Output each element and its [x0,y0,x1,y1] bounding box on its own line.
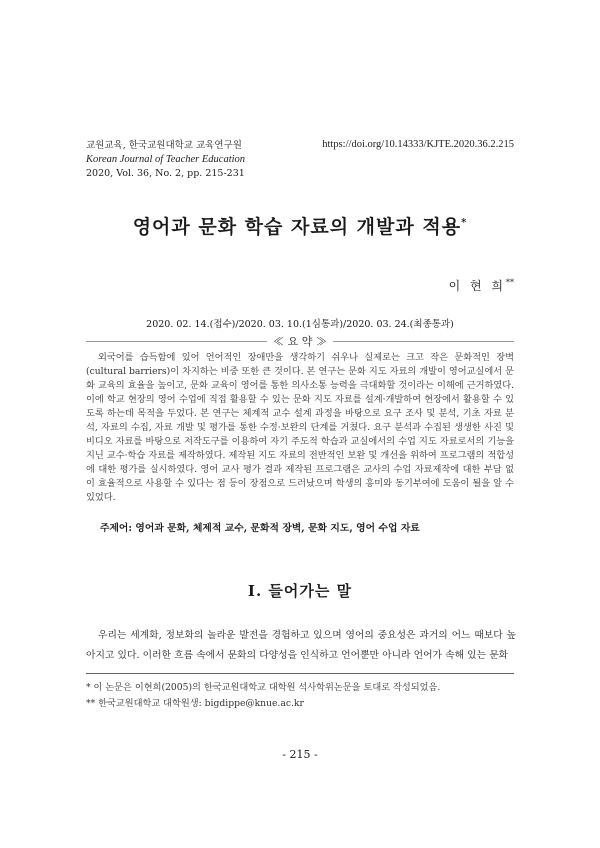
journal-header [86,139,245,181]
section-heading: Ⅰ. 들어가는 말 [247,582,353,600]
keywords: 주제어: 영어과 문화, 체제적 교수, 문화적 장벽, 문화 지도, 영어 수업 자료 [100,523,420,534]
publisher: 교원교육, 한국교원대학교 교육연구원 [86,140,242,151]
abstract-heading-text: ≪ 요 약 ≫ [267,335,333,348]
doi-link[interactable]: https://doi.org/10.14333/KJTE.2020.36.2.215 [322,139,514,150]
body-paragraph: 우리는 세계화, 정보화의 놀라운 발전을 경험하고 있으며 영어의 중요성은 과거의 어느 때보다 높아지고 있다. 이러한 흐름 속에서 문화의 다양성을 인식하고 언어뿐만 아니라 언어가 속해 있는 문화 [86,630,516,661]
title-footnote-mark: * [461,217,468,229]
author-footnote-mark: ** [506,278,514,287]
footnotes [86,680,440,712]
abstract-heading [0,333,600,349]
journal-name: Korean Journal of Teacher Education [86,154,246,165]
footnote-divider [86,673,514,674]
page-number: - 215 - [282,748,318,761]
abstract-text: 외국어를 습득함에 있어 언어적인 장애만을 생각하기 쉬우나 실제로는 크고 작은 문화적인 장벽(cultural barriers)이 차지하는 비중 또한 큰 것이다. 본 연구는 문화 지도 자료의 개발이 영어교실에서 문화 교육의 효율을 높이고, 문화 교육이 영어를 통한 의사소통 능력을 극대화할 것이라는 이해에 근거하였다. 이에 학교 현장의 영어 수업에 직접 활용할 수 있는 문화 지도 자료를 설계·개발하여 현장에서 활용할 수 있도록 하는데 목적을 두었다. 본 연구는 체계적 교수 설계 과정을 바탕으로 요구 조사 및 분석, 기초 자료 분석, 자료의 수집, 자료 개발 및 평가를 통한 수정·보완의 단계를 거쳤다. 요구 분석과 수집된 생생한 사진 및 비디오 자료를 바탕으로 저작도구를 이용하여 자기 주도적 학습과 교실에서의 수업 지도 자료로서의 기능을 지닌 교수·학습 자료를 제작하였다. 제작된 지도 자료의 전반적인 보완 및 개선을 위하여 프로그램의 적합성에 대한 평가를 실시하였다. 영어 교사 평가 결과 제작된 프로그램은 교사의 수업 자료제작에 대한 부담 없이 효율적으로 사용할 수 있다는 점 등이 장점으로 드러났으며 학생의 흥미와 동기부여에 도움이 될을 알 수 있었다. [86,352,514,503]
title-text: 영어과 문화 학습 자료의 개발과 적용 [132,216,462,238]
volume-info: 2020, Vol. 36, No. 2, pp. 215-231 [86,168,245,179]
author [449,277,514,294]
footnote-2: ** 한국교원대학교 대학원생: bigdippe@knue.ac.kr [86,698,304,709]
footnote-1: * 이 논문은 이현희(2005)의 한국교원대학교 대학원 석사학위논문을 토대로 작성되었음. [86,682,441,693]
author-name: 이 현 희 [448,279,506,293]
paper-title [0,212,600,239]
submission-dates: 2020. 02. 14.(접수)/2020. 03. 10.(1심통과)/2020. 03. 24.(최종통과) [146,319,454,330]
